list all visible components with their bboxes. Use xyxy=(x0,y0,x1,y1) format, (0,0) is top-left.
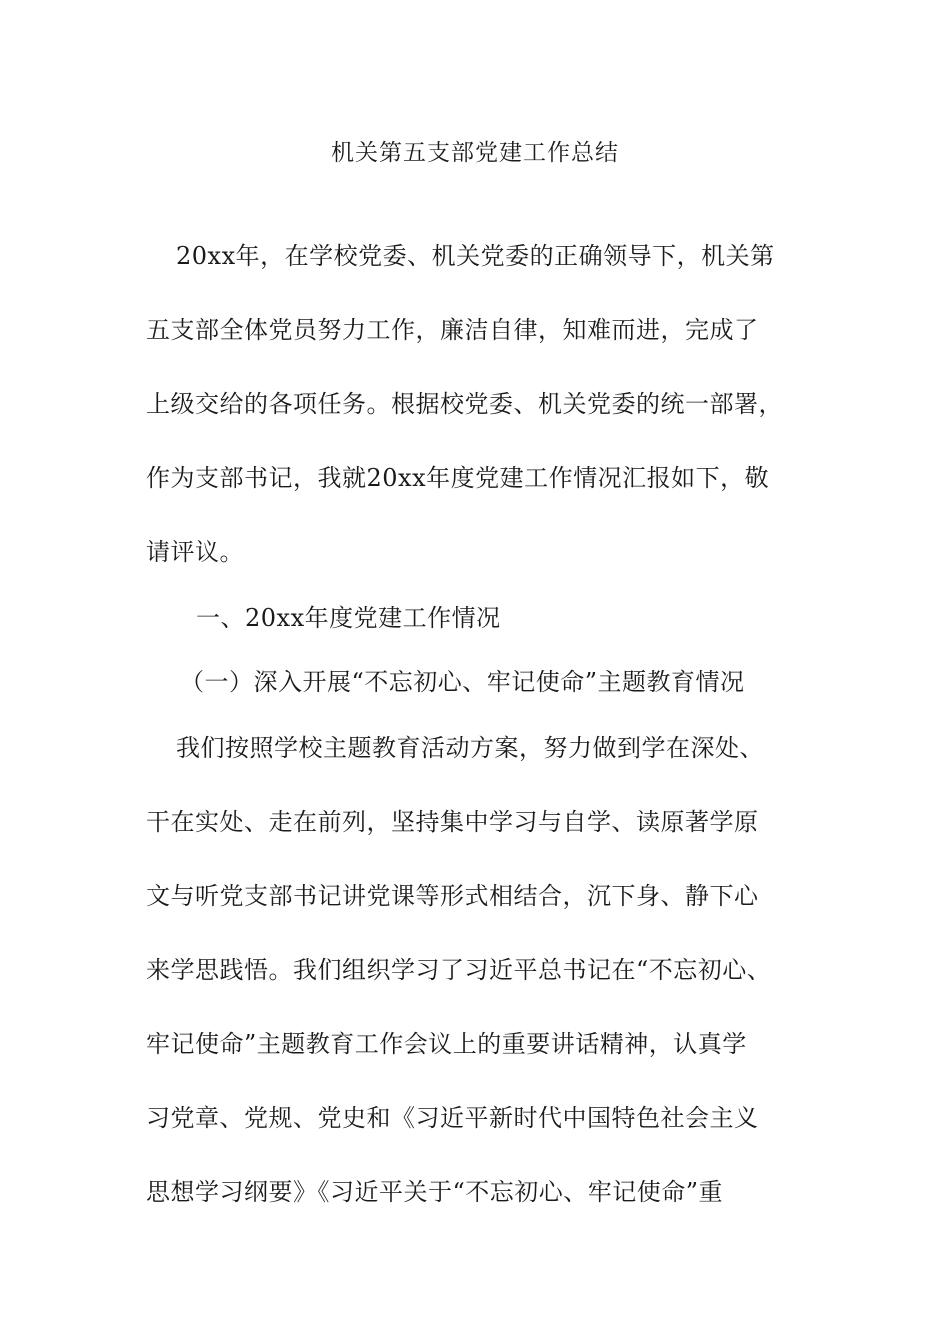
paragraph-line: 作为支部书记，我就20xx年度党建工作情况汇报如下，敬 xyxy=(146,464,770,492)
paragraph-line: 来学思践悟。我们组织学习了习近平总书记在“不忘初心、 xyxy=(146,956,772,984)
subsection-heading: （一）深入开展“不忘初心、牢记使命”主题教育情况 xyxy=(180,668,745,696)
paragraph-line: 我们按照学校主题教育活动方案，努力做到学在深处、 xyxy=(176,734,764,762)
paragraph-line: 请评议。 xyxy=(146,538,244,566)
paragraph-line: 牢记使命”主题教育工作会议上的重要讲话精神，认真学 xyxy=(146,1030,747,1058)
paragraph-line: 习党章、党规、党史和《习近平新时代中国特色社会主义 xyxy=(146,1104,759,1132)
paragraph-line: 思想学习纲要》《习近平关于“不忘初心、牢记使命”重 xyxy=(146,1178,724,1206)
paragraph-line: 上级交给的各项任务。根据校党委、机关党委的统一部署， xyxy=(146,390,783,418)
section-heading: 一、20xx年度党建工作情况 xyxy=(196,604,501,632)
paragraph-line: 文与听党支部书记讲党课等形式相结合，沉下身、静下心 xyxy=(146,882,759,910)
paragraph-line: 五支部全体党员努力工作，廉洁自律，知难而进，完成了 xyxy=(146,316,759,344)
paragraph-line: 20xx年，在学校党委、机关党委的正确领导下，机关第 xyxy=(176,242,775,270)
paragraph-line: 干在实处、走在前列，坚持集中学习与自学、读原著学原 xyxy=(146,808,759,836)
document-title: 机关第五支部党建工作总结 xyxy=(331,140,619,166)
